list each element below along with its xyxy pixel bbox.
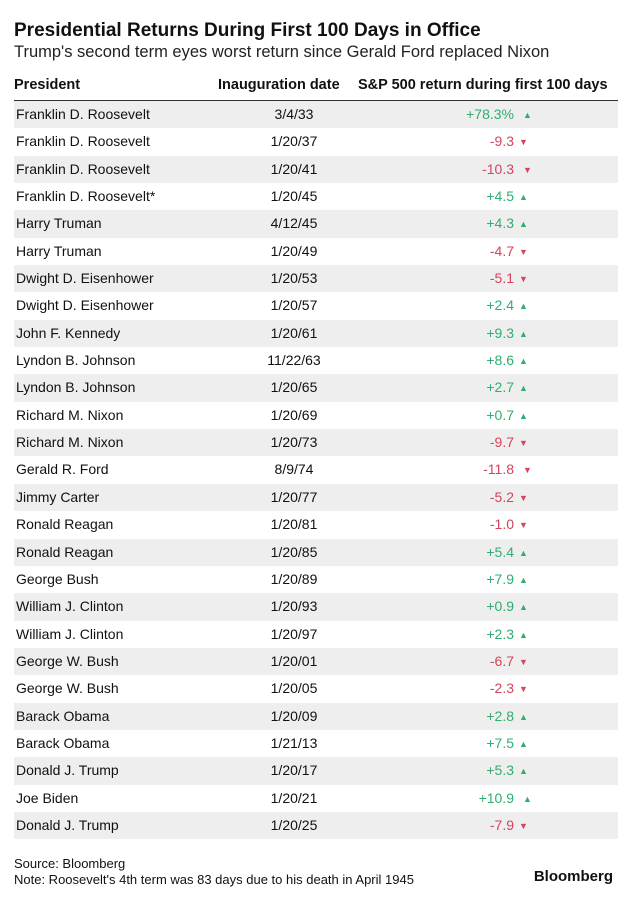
column-header-date: Inauguration date [218, 77, 340, 93]
president-name: Barack Obama [16, 707, 110, 724]
down-arrow-icon: ▼ [519, 137, 528, 148]
inauguration-date: 1/20/17 [270, 762, 318, 779]
return-value: -2.3 [489, 680, 514, 697]
table-row [14, 539, 618, 566]
return-value: -9.3 [489, 133, 514, 150]
inauguration-date: 1/20/09 [270, 707, 318, 724]
inauguration-date: 1/20/93 [270, 598, 318, 615]
table-row [14, 456, 618, 483]
president-name: George Bush [16, 570, 99, 587]
return-value: +0.9 [486, 598, 514, 615]
inauguration-date: 1/20/89 [270, 570, 318, 587]
president-name: Richard M. Nixon [16, 406, 124, 423]
return-value: +2.7 [486, 379, 514, 396]
return-value: +7.5 [486, 734, 514, 751]
up-arrow-icon: ▲ [519, 711, 528, 722]
table-row [14, 648, 618, 675]
table-row [14, 429, 618, 456]
return-value: +4.3 [486, 215, 514, 232]
column-header-president: President [14, 77, 81, 93]
table-row [14, 785, 618, 812]
return-value: -10.3 [482, 160, 514, 177]
down-arrow-icon: ▼ [519, 438, 528, 449]
inauguration-date: 11/22/63 [267, 352, 321, 369]
return-value: +7.9 [486, 570, 514, 587]
table-row [14, 156, 618, 183]
table-row [14, 128, 618, 155]
return-value: +2.4 [486, 297, 514, 314]
inauguration-date: 1/20/81 [270, 516, 318, 533]
table-row [14, 320, 618, 347]
president-name: Dwight D. Eisenhower [16, 297, 154, 314]
president-name: Donald J. Trump [16, 762, 119, 779]
inauguration-date: 1/20/57 [270, 297, 318, 314]
president-name: Dwight D. Eisenhower [16, 270, 154, 287]
up-arrow-icon: ▲ [523, 793, 532, 804]
brand-logo: Bloomberg [533, 868, 613, 885]
president-name: Franklin D. Roosevelt [16, 133, 150, 150]
president-name: George W. Bush [16, 680, 119, 697]
down-arrow-icon: ▼ [519, 520, 528, 531]
president-name: Harry Truman [16, 242, 102, 259]
president-name: Jimmy Carter [16, 488, 100, 505]
table-header [14, 75, 618, 99]
table-row [14, 675, 618, 702]
table-row [14, 292, 618, 319]
down-arrow-icon: ▼ [519, 274, 528, 285]
down-arrow-icon: ▼ [519, 246, 528, 257]
president-name: Franklin D. Roosevelt [16, 160, 150, 177]
up-arrow-icon: ▲ [519, 383, 528, 394]
up-arrow-icon: ▲ [519, 629, 528, 640]
inauguration-date: 1/20/37 [270, 133, 318, 150]
table-row [14, 703, 618, 730]
table-row [14, 210, 618, 237]
return-value: -11.8 [483, 461, 514, 478]
inauguration-date: 1/20/73 [270, 434, 318, 451]
up-arrow-icon: ▲ [519, 192, 528, 203]
inauguration-date: 1/20/01 [270, 652, 318, 669]
inauguration-date: 1/21/13 [270, 734, 318, 751]
inauguration-date: 1/20/69 [270, 406, 318, 423]
down-arrow-icon: ▼ [519, 820, 528, 831]
president-name: William J. Clinton [16, 598, 124, 615]
return-value: +78.3% [466, 106, 514, 122]
table-row [14, 347, 618, 374]
footnote: Note: Roosevelt's 4th term was 83 days due to his death in April 1945 [14, 872, 414, 887]
inauguration-date: 4/12/45 [270, 215, 318, 232]
president-name: Donald J. Trump [16, 816, 119, 833]
president-name: Richard M. Nixon [16, 434, 124, 451]
president-name: Ronald Reagan [16, 543, 114, 560]
inauguration-date: 1/20/21 [270, 789, 318, 806]
up-arrow-icon: ▲ [519, 328, 528, 339]
return-value: -4.7 [489, 242, 514, 259]
table-row [14, 101, 618, 128]
return-value: +2.3 [486, 625, 514, 642]
table-row [14, 566, 618, 593]
inauguration-date: 1/20/65 [270, 379, 318, 396]
table-row [14, 812, 618, 839]
up-arrow-icon: ▲ [519, 219, 528, 230]
up-arrow-icon: ▲ [519, 766, 528, 777]
inauguration-date: 1/20/49 [270, 242, 318, 259]
president-name: Lyndon B. Johnson [16, 352, 136, 369]
return-value: -5.2 [489, 488, 514, 505]
return-value: -7.9 [489, 816, 514, 833]
table-row [14, 593, 618, 620]
table-row [14, 757, 618, 784]
return-value: +4.5 [486, 188, 514, 205]
footer [14, 856, 414, 888]
inauguration-date: 1/20/53 [270, 270, 318, 287]
return-value: +0.7 [486, 406, 514, 423]
president-name: Lyndon B. Johnson [16, 379, 136, 396]
up-arrow-icon: ▲ [519, 738, 528, 749]
chart-title: Presidential Returns During First 100 Days in Office [14, 20, 481, 41]
table-row [14, 183, 618, 210]
president-name: Gerald R. Ford [16, 461, 109, 478]
president-name: Harry Truman [16, 215, 102, 232]
inauguration-date: 1/20/77 [270, 488, 318, 505]
inauguration-date: 8/9/74 [274, 461, 314, 478]
president-name: George W. Bush [16, 652, 119, 669]
up-arrow-icon: ▲ [519, 602, 528, 613]
source-note: Source: Bloomberg [14, 856, 126, 871]
down-arrow-icon: ▼ [519, 656, 528, 667]
president-name: Ronald Reagan [16, 516, 114, 533]
up-arrow-icon: ▲ [523, 110, 532, 120]
inauguration-date: 1/20/97 [270, 625, 318, 642]
table-body [14, 101, 618, 839]
return-value: +5.4 [486, 543, 514, 560]
column-header-return: S&P 500 return during first 100 days [358, 77, 608, 93]
inauguration-date: 1/20/85 [270, 543, 318, 560]
down-arrow-icon: ▼ [523, 164, 532, 175]
president-name: Franklin D. Roosevelt* [16, 188, 156, 205]
inauguration-date: 1/20/61 [270, 324, 318, 341]
president-name: John F. Kennedy [16, 324, 121, 341]
president-name: Barack Obama [16, 734, 110, 751]
table-row [14, 730, 618, 757]
return-value: +8.6 [486, 352, 514, 369]
return-value: +5.3 [486, 762, 514, 779]
down-arrow-icon: ▼ [519, 492, 528, 503]
president-name: William J. Clinton [16, 625, 124, 642]
table-row [14, 621, 618, 648]
president-name: Franklin D. Roosevelt [16, 106, 150, 122]
up-arrow-icon: ▲ [519, 301, 528, 312]
return-value: -9.7 [489, 434, 514, 451]
inauguration-date: 1/20/41 [270, 160, 318, 177]
inauguration-date: 1/20/45 [270, 188, 318, 205]
up-arrow-icon: ▲ [519, 574, 528, 585]
chart-subtitle: Trump's second term eyes worst return since Gerald Ford replaced Nixon [14, 43, 550, 61]
table-row [14, 374, 618, 401]
inauguration-date: 1/20/25 [270, 816, 318, 833]
table-row [14, 511, 618, 538]
table-row [14, 484, 618, 511]
return-value: -5.1 [489, 270, 514, 287]
up-arrow-icon: ▲ [519, 547, 528, 558]
up-arrow-icon: ▲ [519, 410, 528, 421]
table-row [14, 238, 618, 265]
return-value: +9.3 [486, 324, 514, 341]
inauguration-date: 3/4/33 [274, 106, 314, 122]
inauguration-date: 1/20/05 [270, 680, 318, 697]
return-value: +10.9 [478, 789, 514, 806]
president-name: Joe Biden [16, 789, 79, 806]
down-arrow-icon: ▼ [523, 465, 532, 476]
table-row [14, 402, 618, 429]
return-value: +2.8 [486, 707, 514, 724]
return-value: -6.7 [489, 652, 514, 669]
down-arrow-icon: ▼ [519, 684, 528, 695]
return-value: -1.0 [489, 516, 514, 533]
up-arrow-icon: ▲ [519, 356, 528, 367]
table-row [14, 265, 618, 292]
